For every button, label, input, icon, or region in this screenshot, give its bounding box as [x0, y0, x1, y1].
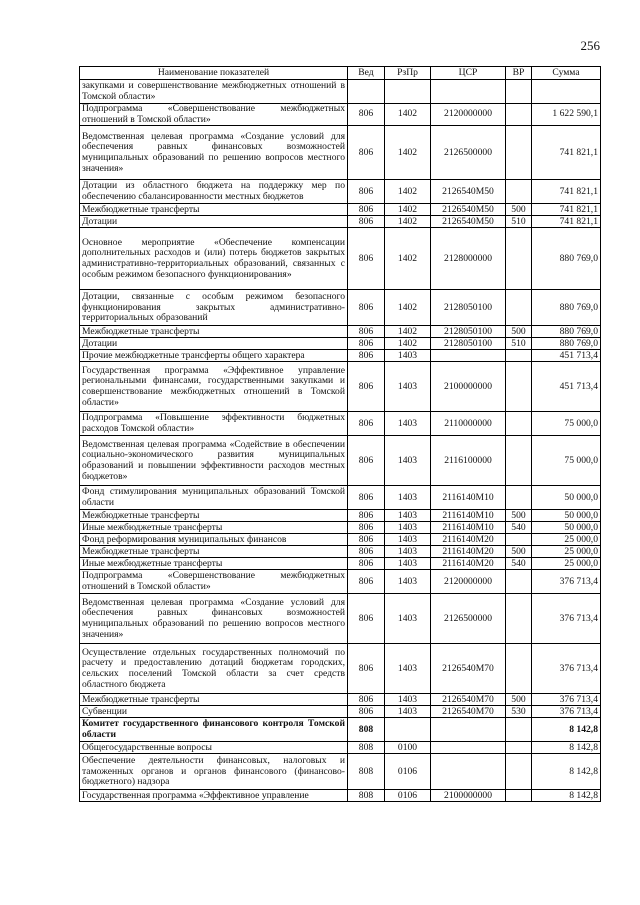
- cell-rzpr: 1402: [385, 126, 431, 180]
- cell-ved: 806: [348, 290, 385, 326]
- table-row: [80, 362, 601, 412]
- cell-name: Дотации: [80, 216, 348, 228]
- cell-vr: [506, 180, 532, 204]
- cell-ved: 806: [348, 694, 385, 706]
- cell-name: Комитет государственного финансового контроля Томской области: [80, 718, 348, 742]
- cell-rzpr: 1403: [385, 570, 431, 594]
- cell-rzpr: 1403: [385, 412, 431, 436]
- cell-sum: 880 769,0: [532, 290, 601, 326]
- cell-name: Фонд стимулирования муниципальных образований Томской области: [80, 486, 348, 510]
- cell-sum: 741 821,1: [532, 204, 601, 216]
- cell-rzpr: 1403: [385, 706, 431, 718]
- cell-name: Межбюджетные трансферты: [80, 510, 348, 522]
- cell-csr: 2128000000: [431, 228, 506, 290]
- table-row: [80, 486, 601, 510]
- cell-sum: 376 713,4: [532, 644, 601, 694]
- cell-ved: 806: [348, 486, 385, 510]
- cell-vr: 530: [506, 706, 532, 718]
- cell-vr: 540: [506, 522, 532, 534]
- cell-name: Межбюджетные трансферты: [80, 204, 348, 216]
- cell-csr: [431, 350, 506, 362]
- cell-rzpr: 1403: [385, 362, 431, 412]
- cell-ved: 806: [348, 362, 385, 412]
- cell-sum: 880 769,0: [532, 338, 601, 350]
- cell-sum: 376 713,4: [532, 706, 601, 718]
- cell-csr: 2126540M70: [431, 694, 506, 706]
- cell-vr: [506, 644, 532, 694]
- cell-ved: 806: [348, 522, 385, 534]
- table-row: [80, 510, 601, 522]
- cell-sum: 1 622 590,1: [532, 104, 601, 126]
- cell-rzpr: 1403: [385, 534, 431, 546]
- cell-name: Дотации из областного бюджета на поддержку мер по обеспечению сбалансированности местных бюджетов: [80, 180, 348, 204]
- budget-table: [79, 66, 601, 802]
- cell-name: Подпрограмма «Совершенствование межбюджетных отношений в Томской области»: [80, 570, 348, 594]
- cell-vr: [506, 486, 532, 510]
- cell-csr: [431, 754, 506, 790]
- cell-csr: [431, 718, 506, 742]
- cell-name: Обеспечение деятельности финансовых, налоговых и таможенных органов и органов финансового (финансово-бюджетного) надзора: [80, 754, 348, 790]
- cell-name: закупками и совершенствование межбюджетных отношений в Томской области»: [80, 80, 348, 104]
- cell-rzpr: [385, 80, 431, 104]
- cell-csr: 2120000000: [431, 570, 506, 594]
- cell-csr: [431, 742, 506, 754]
- cell-ved: 806: [348, 338, 385, 350]
- cell-rzpr: 1402: [385, 180, 431, 204]
- cell-sum: 25 000,0: [532, 546, 601, 558]
- cell-sum: 8 142,8: [532, 790, 601, 802]
- cell-vr: 500: [506, 694, 532, 706]
- cell-csr: 2128050100: [431, 326, 506, 338]
- cell-rzpr: 1402: [385, 338, 431, 350]
- header-rzpr: РзПр: [385, 67, 431, 80]
- cell-name: Государственная программа «Эффективное управление: [80, 790, 348, 802]
- cell-sum: 50 000,0: [532, 510, 601, 522]
- cell-vr: [506, 742, 532, 754]
- table-row: [80, 180, 601, 204]
- cell-csr: 2116140M10: [431, 522, 506, 534]
- cell-name: Подпрограмма «Совершенствование межбюджетных отношений в Томской области»: [80, 104, 348, 126]
- cell-name: Ведомственная целевая программа «Содействие в обеспечении социально-экономического развития муниципальных образований и повышении эффективности расходов местных бюджетов»: [80, 436, 348, 486]
- cell-csr: 2126500000: [431, 126, 506, 180]
- cell-vr: [506, 570, 532, 594]
- cell-vr: 510: [506, 338, 532, 350]
- cell-rzpr: 1402: [385, 204, 431, 216]
- cell-sum: 741 821,1: [532, 216, 601, 228]
- cell-sum: 376 713,4: [532, 570, 601, 594]
- cell-sum: 25 000,0: [532, 558, 601, 570]
- cell-sum: 451 713,4: [532, 362, 601, 412]
- cell-ved: 808: [348, 718, 385, 742]
- cell-rzpr: 1402: [385, 290, 431, 326]
- cell-csr: 2116100000: [431, 436, 506, 486]
- table-row: [80, 412, 601, 436]
- cell-ved: 806: [348, 350, 385, 362]
- cell-ved: 806: [348, 644, 385, 694]
- cell-csr: 2126540M50: [431, 180, 506, 204]
- cell-rzpr: [385, 718, 431, 742]
- cell-rzpr: 1402: [385, 326, 431, 338]
- cell-sum: 451 713,4: [532, 350, 601, 362]
- cell-ved: 806: [348, 228, 385, 290]
- header-sum: Сумма: [532, 67, 601, 80]
- cell-sum: 376 713,4: [532, 694, 601, 706]
- cell-sum: 75 000,0: [532, 412, 601, 436]
- table-row: [80, 436, 601, 486]
- cell-vr: [506, 412, 532, 436]
- cell-ved: 806: [348, 104, 385, 126]
- cell-vr: [506, 594, 532, 644]
- cell-sum: 50 000,0: [532, 486, 601, 510]
- cell-rzpr: 1403: [385, 594, 431, 644]
- cell-ved: 806: [348, 326, 385, 338]
- cell-name: Прочие межбюджетные трансферты общего характера: [80, 350, 348, 362]
- cell-vr: 500: [506, 204, 532, 216]
- table-row: [80, 754, 601, 790]
- cell-name: Подпрограмма «Повышение эффективности бюджетных расходов Томской области»: [80, 412, 348, 436]
- table-row: [80, 742, 601, 754]
- header-vr: ВР: [506, 67, 532, 80]
- table-row: [80, 228, 601, 290]
- cell-name: Ведомственная целевая программа «Создание условий для обеспечения равных финансовых возможностей муниципальных образований по решению вопросов местного значения»: [80, 126, 348, 180]
- cell-rzpr: 1403: [385, 694, 431, 706]
- cell-name: Дотации, связанные с особым режимом безопасного функционирования закрытых административно-территориальных образований: [80, 290, 348, 326]
- cell-csr: 2126500000: [431, 594, 506, 644]
- table-row: [80, 534, 601, 546]
- table-row: [80, 790, 601, 802]
- cell-rzpr: 1403: [385, 644, 431, 694]
- cell-ved: 806: [348, 216, 385, 228]
- cell-ved: 808: [348, 742, 385, 754]
- cell-sum: 8 142,8: [532, 754, 601, 790]
- table-row: [80, 216, 601, 228]
- cell-sum: 75 000,0: [532, 436, 601, 486]
- cell-name: Фонд реформирования муниципальных финансов: [80, 534, 348, 546]
- cell-rzpr: 0106: [385, 754, 431, 790]
- cell-csr: 2126540M50: [431, 216, 506, 228]
- cell-csr: 2128050100: [431, 338, 506, 350]
- cell-csr: 2116140M10: [431, 486, 506, 510]
- table-row: [80, 694, 601, 706]
- cell-csr: 2110000000: [431, 412, 506, 436]
- cell-vr: [506, 534, 532, 546]
- header-name: Наименование показателей: [80, 67, 348, 80]
- cell-rzpr: 0100: [385, 742, 431, 754]
- cell-sum: 25 000,0: [532, 534, 601, 546]
- cell-ved: 806: [348, 436, 385, 486]
- cell-vr: [506, 362, 532, 412]
- cell-ved: [348, 80, 385, 104]
- cell-ved: 806: [348, 546, 385, 558]
- header-csr: ЦСР: [431, 67, 506, 80]
- cell-rzpr: 0106: [385, 790, 431, 802]
- cell-name: Ведомственная целевая программа «Создание условий для обеспечения равных финансовых возможностей муниципальных образований по решению вопросов местного значения»: [80, 594, 348, 644]
- cell-csr: 2116140M20: [431, 558, 506, 570]
- cell-ved: 806: [348, 126, 385, 180]
- cell-ved: 806: [348, 412, 385, 436]
- cell-name: Государственная программа «Эффективное управление региональными финансами, государственными закупками и совершенствование межбюджетных отношений в Томской области»: [80, 362, 348, 412]
- table-row: [80, 338, 601, 350]
- table-row: [80, 326, 601, 338]
- cell-name: Иные межбюджетные трансферты: [80, 558, 348, 570]
- cell-ved: 806: [348, 594, 385, 644]
- cell-name: Субвенции: [80, 706, 348, 718]
- table-row: [80, 290, 601, 326]
- cell-vr: [506, 790, 532, 802]
- table-row: [80, 204, 601, 216]
- cell-name: Общегосударственные вопросы: [80, 742, 348, 754]
- cell-rzpr: 1402: [385, 104, 431, 126]
- cell-sum: 741 821,1: [532, 126, 601, 180]
- table-row: [80, 126, 601, 180]
- cell-csr: 2100000000: [431, 790, 506, 802]
- cell-name: Межбюджетные трансферты: [80, 694, 348, 706]
- cell-csr: 2100000000: [431, 362, 506, 412]
- cell-ved: 806: [348, 534, 385, 546]
- header-ved: Вед: [348, 67, 385, 80]
- table-row: [80, 570, 601, 594]
- cell-sum: 376 713,4: [532, 594, 601, 644]
- cell-csr: 2116140M20: [431, 546, 506, 558]
- cell-rzpr: 1403: [385, 522, 431, 534]
- cell-vr: [506, 436, 532, 486]
- cell-ved: 806: [348, 570, 385, 594]
- cell-sum: 741 821,1: [532, 180, 601, 204]
- cell-name: Основное мероприятие «Обеспечение компенсации дополнительных расходов и (или) потерь бюджетов закрытых административно-территориальных образований, связанных с особым режимом безопасного функционирования»: [80, 228, 348, 290]
- table-header-row: [80, 67, 601, 80]
- cell-rzpr: 1403: [385, 436, 431, 486]
- cell-sum: 8 142,8: [532, 718, 601, 742]
- cell-rzpr: 1402: [385, 228, 431, 290]
- table-row: [80, 594, 601, 644]
- cell-name: Дотации: [80, 338, 348, 350]
- cell-ved: 806: [348, 204, 385, 216]
- cell-vr: 500: [506, 326, 532, 338]
- cell-ved: 806: [348, 706, 385, 718]
- cell-csr: [431, 80, 506, 104]
- cell-ved: 808: [348, 754, 385, 790]
- table-row: [80, 644, 601, 694]
- cell-vr: 540: [506, 558, 532, 570]
- cell-name: Межбюджетные трансферты: [80, 546, 348, 558]
- page-number: 256: [580, 38, 600, 53]
- cell-ved: 808: [348, 790, 385, 802]
- cell-csr: 2120000000: [431, 104, 506, 126]
- cell-rzpr: 1403: [385, 486, 431, 510]
- cell-vr: 510: [506, 216, 532, 228]
- cell-vr: 500: [506, 546, 532, 558]
- cell-vr: 500: [506, 510, 532, 522]
- table-row: [80, 350, 601, 362]
- cell-ved: 806: [348, 180, 385, 204]
- cell-csr: 2126540M50: [431, 204, 506, 216]
- cell-sum: 50 000,0: [532, 522, 601, 534]
- cell-name: Осуществление отдельных государственных полномочий по расчету и предоставлению дотаций бюджетам городских, сельских поселений Томской области за счет средств областного бюджета: [80, 644, 348, 694]
- cell-name: Межбюджетные трансферты: [80, 326, 348, 338]
- table-row: [80, 80, 601, 104]
- cell-rzpr: 1403: [385, 558, 431, 570]
- table-row: [80, 546, 601, 558]
- cell-rzpr: 1403: [385, 350, 431, 362]
- cell-csr: 2116140M10: [431, 510, 506, 522]
- cell-csr: 2126540M70: [431, 644, 506, 694]
- cell-rzpr: 1403: [385, 510, 431, 522]
- cell-sum: 880 769,0: [532, 228, 601, 290]
- cell-ved: 806: [348, 510, 385, 522]
- table-row: [80, 558, 601, 570]
- cell-csr: 2126540M70: [431, 706, 506, 718]
- cell-sum: 880 769,0: [532, 326, 601, 338]
- cell-vr: [506, 104, 532, 126]
- cell-ved: 806: [348, 558, 385, 570]
- cell-sum: [532, 80, 601, 104]
- table-row: [80, 522, 601, 534]
- table-body: [80, 80, 601, 802]
- cell-vr: [506, 290, 532, 326]
- table-row: [80, 718, 601, 742]
- cell-vr: [506, 718, 532, 742]
- cell-vr: [506, 754, 532, 790]
- cell-vr: [506, 80, 532, 104]
- cell-vr: [506, 350, 532, 362]
- table-row: [80, 706, 601, 718]
- cell-vr: [506, 126, 532, 180]
- cell-name: Иные межбюджетные трансферты: [80, 522, 348, 534]
- cell-sum: 8 142,8: [532, 742, 601, 754]
- cell-rzpr: 1402: [385, 216, 431, 228]
- cell-csr: 2128050100: [431, 290, 506, 326]
- table-row: [80, 104, 601, 126]
- cell-csr: 2116140M20: [431, 534, 506, 546]
- cell-vr: [506, 228, 532, 290]
- cell-rzpr: 1403: [385, 546, 431, 558]
